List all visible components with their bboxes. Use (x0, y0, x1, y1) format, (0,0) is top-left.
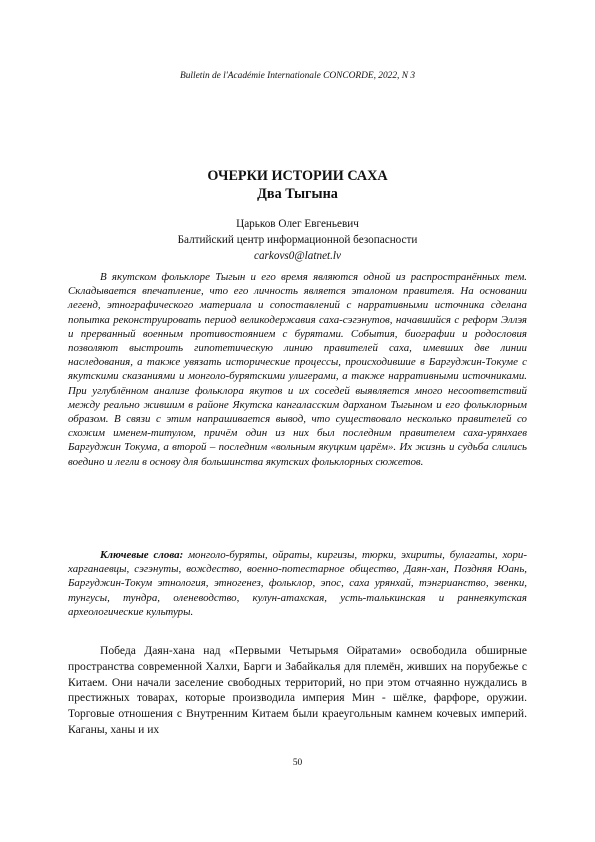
keywords (68, 548, 527, 619)
keywords-text: монголо-буряты, ойраты, киргизы, тюрки, эхириты, булагаты, хори-харганаевцы, сэгэнуты, вождество, военно-потестарное общество, Даян-хан, Поздняя Юань, Баргуджин-Токум этнология, этногенез, фольклор, эпос, саха урянхай, тэнгрианство, эвенки, тунгусы, тундра, оленеводство, кулун-атахская, усть-талькинская и раннеякутская археологические культуры. (68, 549, 528, 618)
journal-header: Bulletin de l'Académie Internationale CONCORDE, 2022, N 3 (179, 71, 416, 81)
article-title (0, 167, 595, 203)
keywords-label: Ключевые слова: (100, 549, 184, 561)
title-main: ОЧЕРКИ ИСТОРИИ САХА (207, 168, 388, 184)
author-email[interactable]: carkovs0@latnet.lv (253, 250, 342, 262)
title-subtitle: Два Тыгына (257, 186, 338, 202)
author-block (0, 216, 595, 264)
author-name: Царьков Олег Евгеньевич (236, 218, 359, 230)
page-number: 50 (292, 758, 303, 768)
body-paragraph: Победа Даян-хана над «Первыми Четырьмя Ойратами» освободила обширные пространства современной Халхи, Барги и Забайкалья для племён, живших на порубежье с Китаем. Они начали заселение свободных территорий, но при этом отчаянно нуждались в престижных товарах, которые производила империя Мин - шёлке, фарфоре, оружии. Торговые отношения с Внутренним Китаем были краеугольным камнем кочевых империй. Каганы, ханы и их (68, 644, 527, 736)
author-affiliation: Балтийский центр информационной безопасности (177, 234, 418, 246)
abstract: В якутском фольклоре Тыгын и его время являются одной из распространённых тем. Складывается впечатление, что его личность является эталоном правителя. На основании легенд, этнографического материала и сопоставлений с нарративными источника сделана попытка реконструировать период великодержавия саха-сэгэнутов, начавшийся с реформ Эллэя и прерванный военным противостоянием с бурятами. События, биографии и родословия позволяют выстроить гипотетическую линию правителей саха, имевших две линии наследования, а также увязать исторические процессы, происходившие в Баргуджин-Токуме с якутскими сказаниями и монголо-бурятскими улигерами, а также нарративными источниками. При углублённом анализе фольклора якутов и их соседей выявляется много несоответствий между реально жившим в районе Якутска кангаласским дарханом Тыгыном и его фольклорным образом. В связи с этим напрашивается вывод, что существовало несколько правителей со схожим именем-титулом, причём один из них был последним правителем саха-урянхаев Баргуджин Токума, а второй – последним «вольным якуцким царём». Их жизнь и судьба слились воедино и легли в основу для большинства якутских фольклорных сюжетов. (68, 271, 527, 468)
